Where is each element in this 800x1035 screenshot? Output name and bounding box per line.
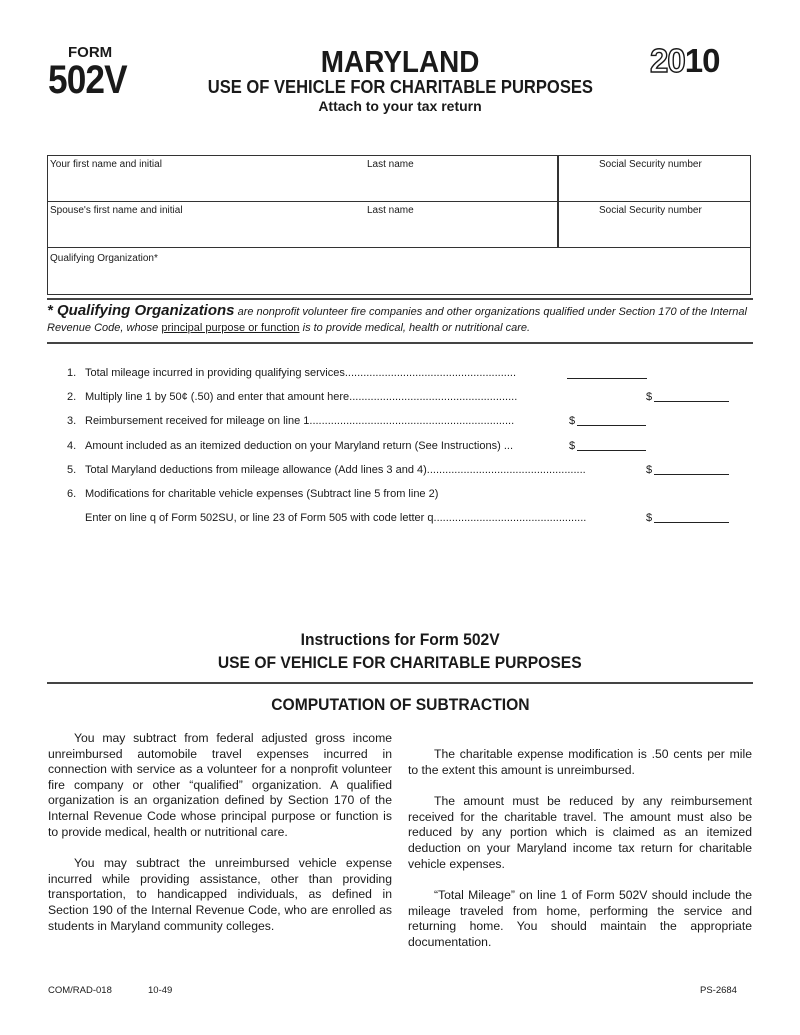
line-1: [67, 367, 516, 379]
tax-year: [650, 42, 719, 80]
leader-dots: ...: [500, 440, 514, 452]
instructions-rule: [47, 682, 753, 684]
attach-note: Attach to your tax return: [318, 98, 482, 114]
note-text-2: is to provide medical, health or nutritional care.: [299, 322, 531, 334]
paragraph: You may subtract the unreimbursed vehicle expense incurred while providing assistance, other than providing transportation, to handicapped individuals, as defined in Section 190 of the Internal Revenue Code, who are enrolled as students in Maryland community colleges.: [48, 856, 392, 933]
last-name-label: Last name: [367, 159, 414, 170]
form-subtitle: [0, 77, 800, 98]
instructions-title-text: Instructions for Form 502V: [300, 630, 500, 649]
dollar-sign: $: [646, 512, 653, 524]
spouse-first-name-label: Spouse's first name and initial: [50, 205, 183, 216]
line-number: 2.: [67, 391, 77, 403]
ssn-label: Social Security number: [599, 159, 702, 170]
line-2-input[interactable]: [654, 389, 729, 402]
spouse-ssn-label: Social Security number: [599, 205, 702, 216]
line-1-input[interactable]: [567, 366, 647, 379]
spouse-name-field[interactable]: [48, 216, 557, 246]
line-number: 6.: [67, 488, 77, 500]
line-number: 3.: [67, 415, 77, 427]
line-text: Multiply line 1 by 50¢ (.50) and enter that amount here: [85, 391, 350, 403]
leader-dots: ....................................................: [426, 464, 586, 476]
line-number: 1.: [67, 367, 77, 379]
paragraph: “Total Mileage” on line 1 of Form 502V should include the mileage traveled from home, performing the service and returning home. You should maintain the appropriate documentation.: [408, 888, 752, 949]
first-name-label: Your first name and initial: [50, 159, 162, 170]
form-subtitle-text: USE OF VEHICLE FOR CHARITABLE PURPOSES: [207, 77, 593, 97]
leader-dots: .......................................................: [349, 391, 518, 403]
leader-dots: ..................................................: [433, 512, 587, 524]
line-text: Total Maryland deductions from mileage allowance (Add lines 3 and 4): [85, 464, 427, 476]
footer-ps-number: PS-2684: [700, 985, 737, 996]
leader-dots: ...................................................................: [309, 415, 515, 427]
note-text-1: are nonprofit volunteer fire companies and other organizations qualified under Section 170 of the Internal Revenue Code, whose: [47, 306, 747, 334]
leader-dots: ........................................................: [344, 367, 517, 379]
instructions-title: [0, 630, 800, 650]
top-rule: [47, 298, 753, 300]
ssn-field[interactable]: [558, 170, 750, 200]
paragraph: You may subtract from federal adjusted gross income unreimbursed automobile travel expenses incurred in connection with service as a volunteer for a nonprofit volunteer fire company or other “qualified” organization. A qualified organization is an organization defined by Section 170 of the Internal Revenue Code whose principal purpose or function is to provide medical, health or nutritional care.: [48, 731, 392, 839]
line-5-input[interactable]: [654, 462, 729, 475]
line-text: Reimbursement received for mileage on line 1: [85, 415, 310, 427]
state-title-text: MARYLAND: [320, 44, 480, 79]
line-6-input[interactable]: [654, 510, 729, 523]
instructions-subtitle-text: USE OF VEHICLE FOR CHARITABLE PURPOSES: [218, 653, 582, 672]
paragraph: The amount must be reduced by any reimbursement received for the charitable travel. The amount must also be reduced by any portion which is claimed as an itemized deduction on your Maryland income tax return for charitable vehicle expenses.: [408, 794, 752, 871]
line-number: 5.: [67, 464, 77, 476]
section-title: [0, 695, 800, 715]
note-lead: * Qualifying Organizations: [47, 302, 235, 319]
line-6-continuation: [85, 512, 586, 524]
line-4-input[interactable]: [577, 438, 646, 451]
dollar-sign: $: [646, 464, 653, 476]
instructions-left-column: [48, 731, 392, 950]
footer-revision: 10-49: [148, 985, 173, 996]
dollar-sign: $: [569, 440, 576, 452]
line-2: [67, 391, 517, 403]
line-5: [67, 464, 586, 476]
qualifying-orgs-note: [47, 303, 757, 336]
tax-year-solid: 10: [684, 42, 720, 79]
section-title-text: COMPUTATION OF SUBTRACTION: [270, 695, 530, 714]
bottom-rule: [47, 342, 753, 344]
first-name-field[interactable]: [48, 170, 557, 200]
line-3-input[interactable]: [577, 413, 646, 426]
qualifying-org-row: [48, 248, 750, 294]
tax-year-outline: 20: [650, 42, 685, 79]
instructions-right-column: [408, 747, 752, 967]
spouse-row: [48, 202, 750, 248]
spouse-ssn-field[interactable]: [558, 216, 750, 246]
line-text: Modifications for charitable vehicle expenses (Subtract line 5 from line 2): [85, 488, 439, 500]
line-6: [67, 488, 438, 500]
instructions-subtitle: [0, 653, 800, 673]
footer-code: COM/RAD-018: [48, 985, 112, 996]
line-number: 4.: [67, 440, 77, 452]
qualifying-org-label: Qualifying Organization*: [50, 253, 158, 264]
dollar-sign: $: [646, 391, 653, 403]
spouse-last-name-label: Last name: [367, 205, 414, 216]
line-3: [67, 415, 514, 427]
line-4: [67, 440, 513, 452]
dollar-sign: $: [569, 415, 576, 427]
line-text: Enter on line q of Form 502SU, or line 23 of Form 505 with code letter q: [85, 512, 434, 524]
form-number: 502V: [48, 58, 127, 102]
ssn-divider: [557, 156, 559, 248]
note-underlined: principal purpose or function: [161, 322, 300, 334]
line-text: Total mileage incurred in providing qualifying services: [85, 367, 345, 379]
qualifying-org-field[interactable]: [48, 266, 748, 292]
taxpayer-row: [48, 156, 750, 202]
taxpayer-info-box: [47, 155, 751, 295]
paragraph: The charitable expense modification is .50 cents per mile to the extent this amount is unreimbursed.: [408, 747, 752, 777]
line-text: Amount included as an itemized deduction on your Maryland return (See Instructions): [85, 440, 501, 452]
form-label: FORM: [68, 44, 113, 61]
